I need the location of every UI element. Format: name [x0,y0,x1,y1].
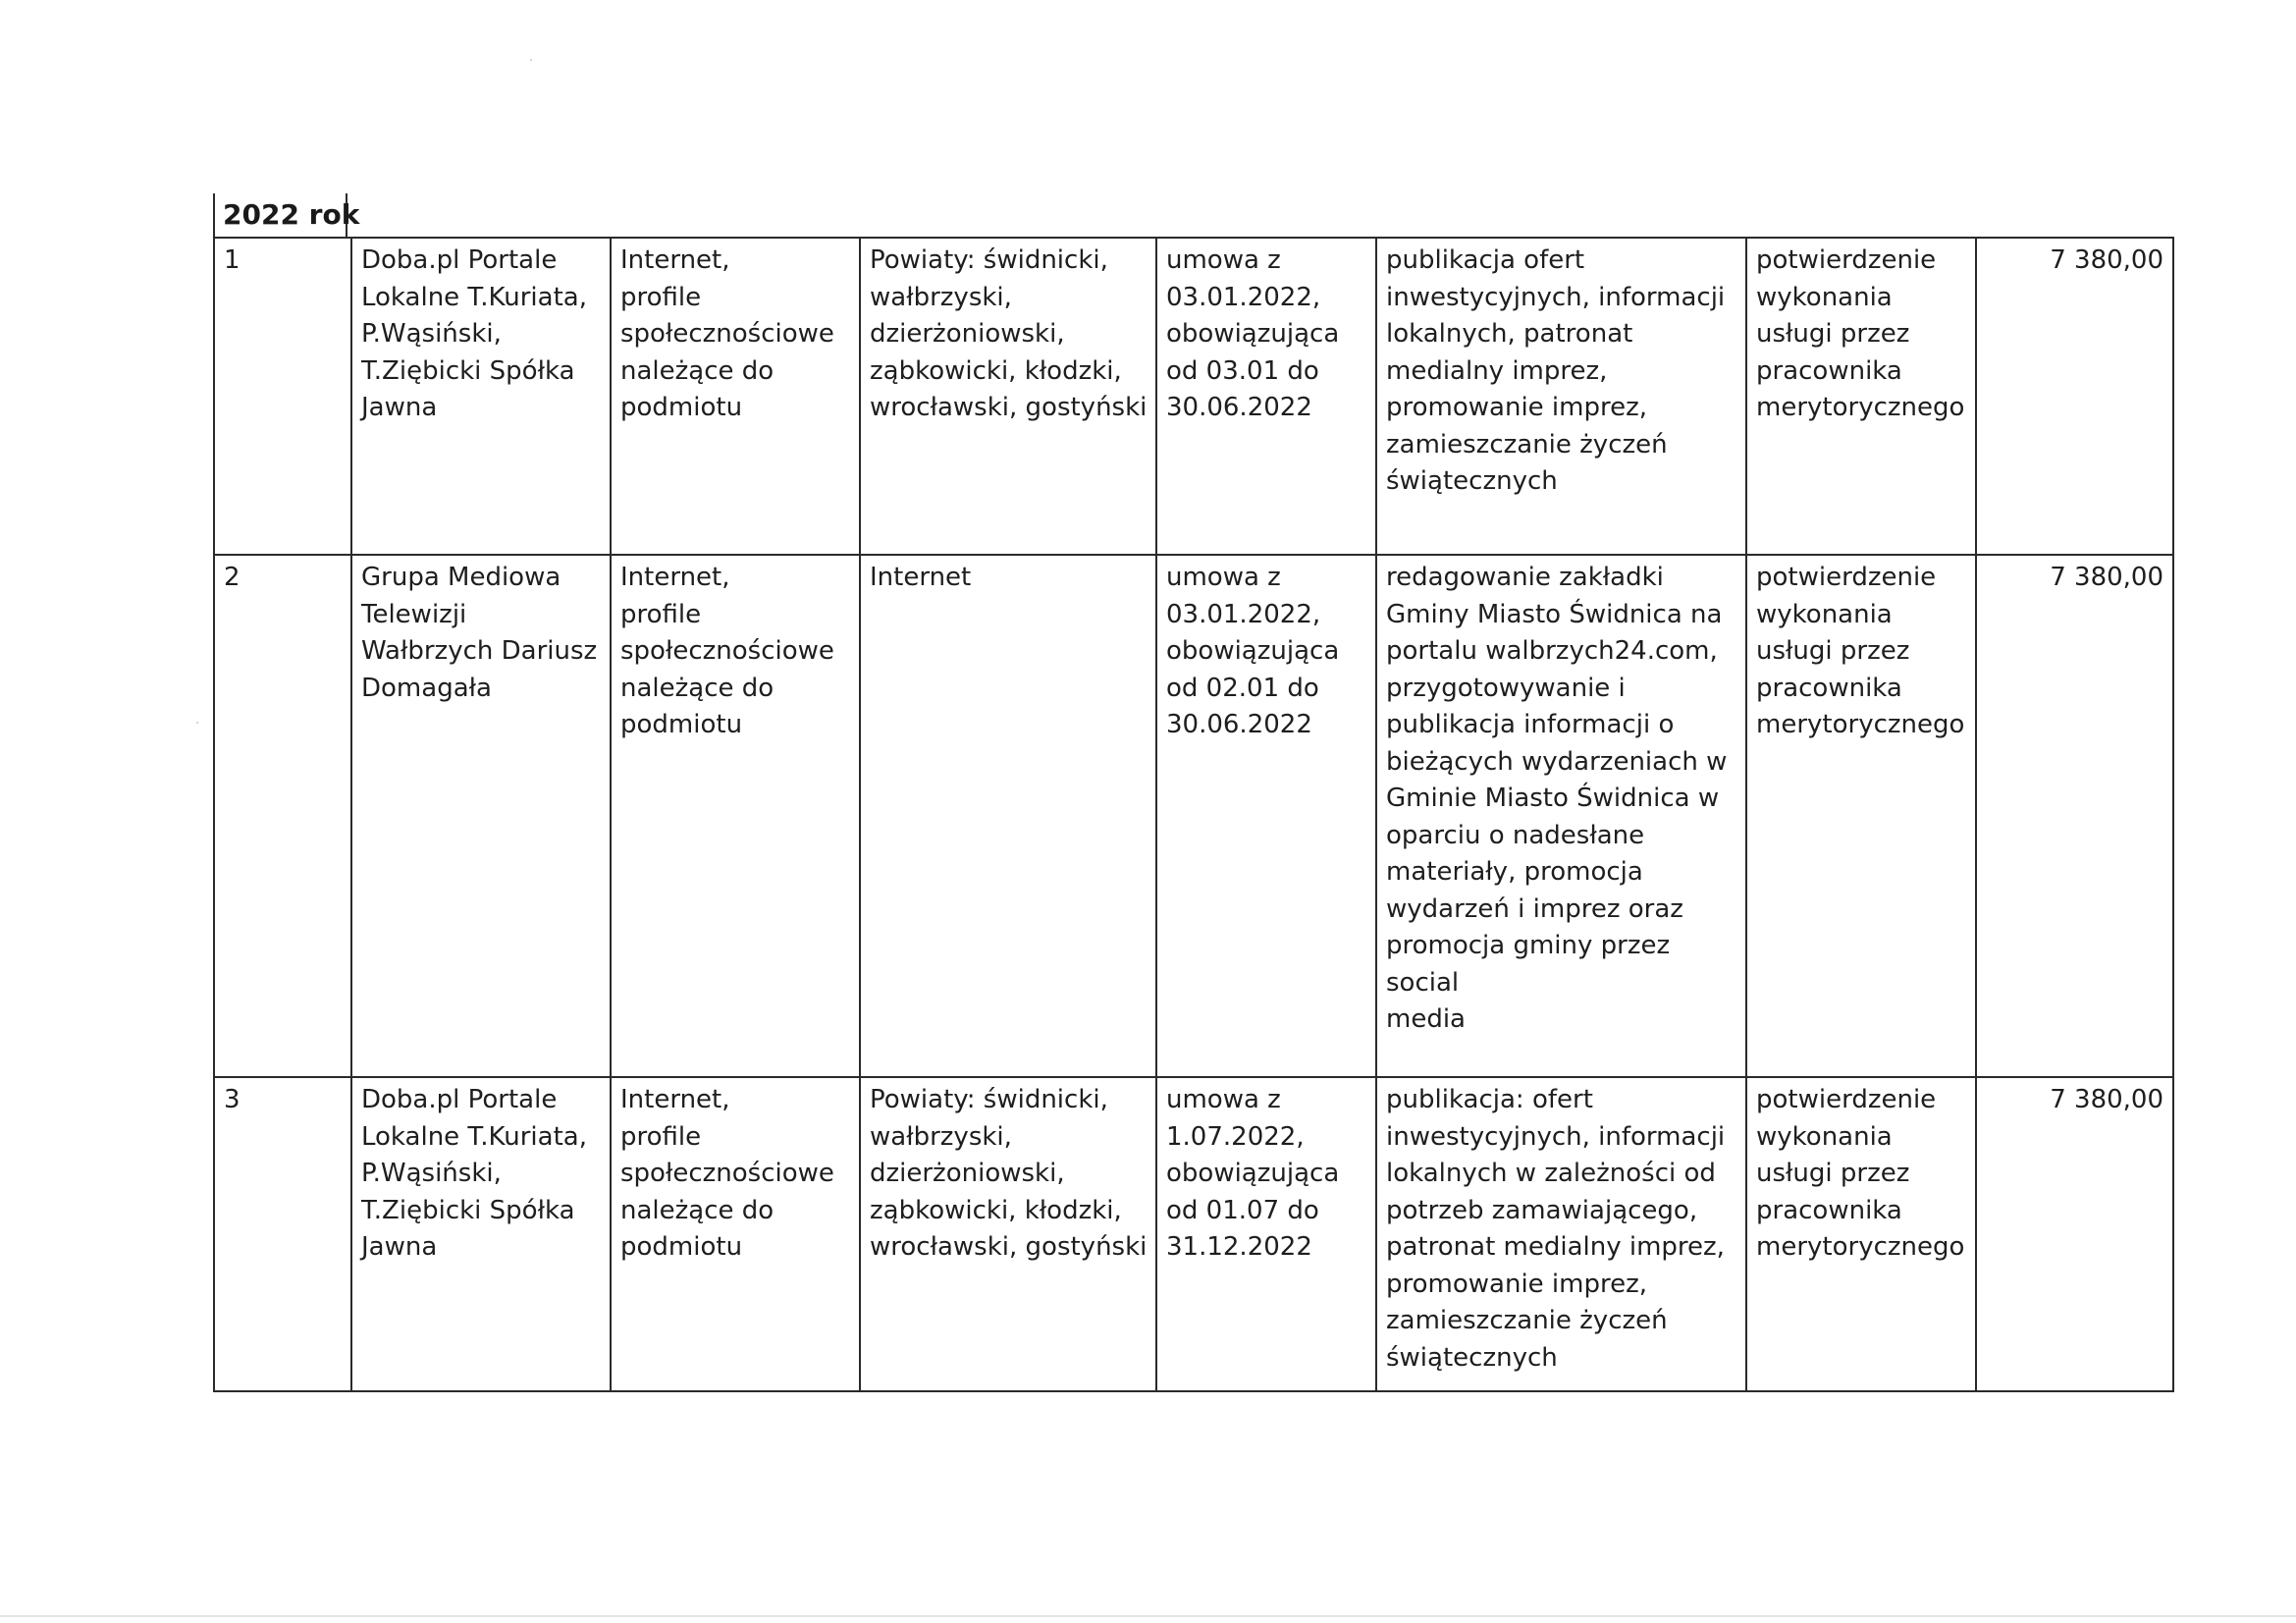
contractor-cell: Doba.pl Portale Lokalne T.Kuriata, P.Wąsiński, T.Ziębicki Spółka Jawna [351,238,611,555]
agreement-cell: umowa z 03.01.2022, obowiązująca od 02.01 do 30.06.2022 [1156,555,1376,1077]
table-row [214,238,2173,555]
verification-cell: potwierdzenie wykonania usługi przez pracownika merytorycznego [1746,238,1976,555]
contracts-table [213,237,2174,1392]
verification-cell: potwierdzenie wykonania usługi przez pracownika merytorycznego [1746,555,1976,1077]
scope-cell: redagowanie zakładki Gminy Miasto Świdnica na portalu walbrzych24.com, przygotowywanie i publikacja informacji o bieżących wydarzeniach w Gminie Miasto Świdnica w oparciu o nadesłane materiały, promocja wydarzeń i imprez oraz promocja gminy przez social media [1376,555,1746,1077]
verification-cell: potwierdzenie wykonania usługi przez pracownika merytorycznego [1746,1077,1976,1391]
contractor-cell: Doba.pl Portale Lokalne T.Kuriata, P.Wąsiński, T.Ziębicki Spółka Jawna [351,1077,611,1391]
row-number-cell: 3 [214,1077,351,1391]
amount-cell: 7 380,00 [1976,1077,2173,1391]
agreement-cell: umowa z 1.07.2022, obowiązująca od 01.07 do 31.12.2022 [1156,1077,1376,1391]
scope-cell: publikacja ofert inwestycyjnych, informacji lokalnych, patronat medialny imprez, promowanie imprez, zamieszczanie życzeń świątecznych [1376,238,1746,555]
area-cell: Powiaty: świdnicki, wałbrzyski, dzierżoniowski, ząbkowicki, kłodzki, wrocławski, gostyński [860,1077,1156,1391]
area-cell: Powiaty: świdnicki, wałbrzyski, dzierżoniowski, ząbkowicki, kłodzki, wrocławski, gostyński [860,238,1156,555]
scan-speck [196,722,198,724]
agreement-cell: umowa z 03.01.2022, obowiązująca od 03.01 do 30.06.2022 [1156,238,1376,555]
amount-cell: 7 380,00 [1976,238,2173,555]
row-number-cell: 1 [214,238,351,555]
row-number-cell: 2 [214,555,351,1077]
contractor-cell: Grupa Mediowa Telewizji Wałbrzych Dariusz Domagała [351,555,611,1077]
medium-cell: Internet, profile społecznościowe należące do podmiotu [611,1077,860,1391]
year-header: 2022 rok [223,198,360,231]
medium-cell: Internet, profile społecznościowe należące do podmiotu [611,555,860,1077]
table-row [214,1077,2173,1391]
medium-cell: Internet, profile społecznościowe należące do podmiotu [611,238,860,555]
area-cell: Internet [860,555,1156,1077]
scan-speck [530,59,532,61]
table-row [214,555,2173,1077]
year-header-cell [213,193,360,237]
amount-cell: 7 380,00 [1976,555,2173,1077]
scope-cell: publikacja: ofert inwestycyjnych, informacji lokalnych w zależności od potrzeb zamawiającego, patronat medialny imprez, promowanie imprez, zamieszczanie życzeń świątecznych [1376,1077,1746,1391]
scan-edge-line [0,1615,2296,1617]
